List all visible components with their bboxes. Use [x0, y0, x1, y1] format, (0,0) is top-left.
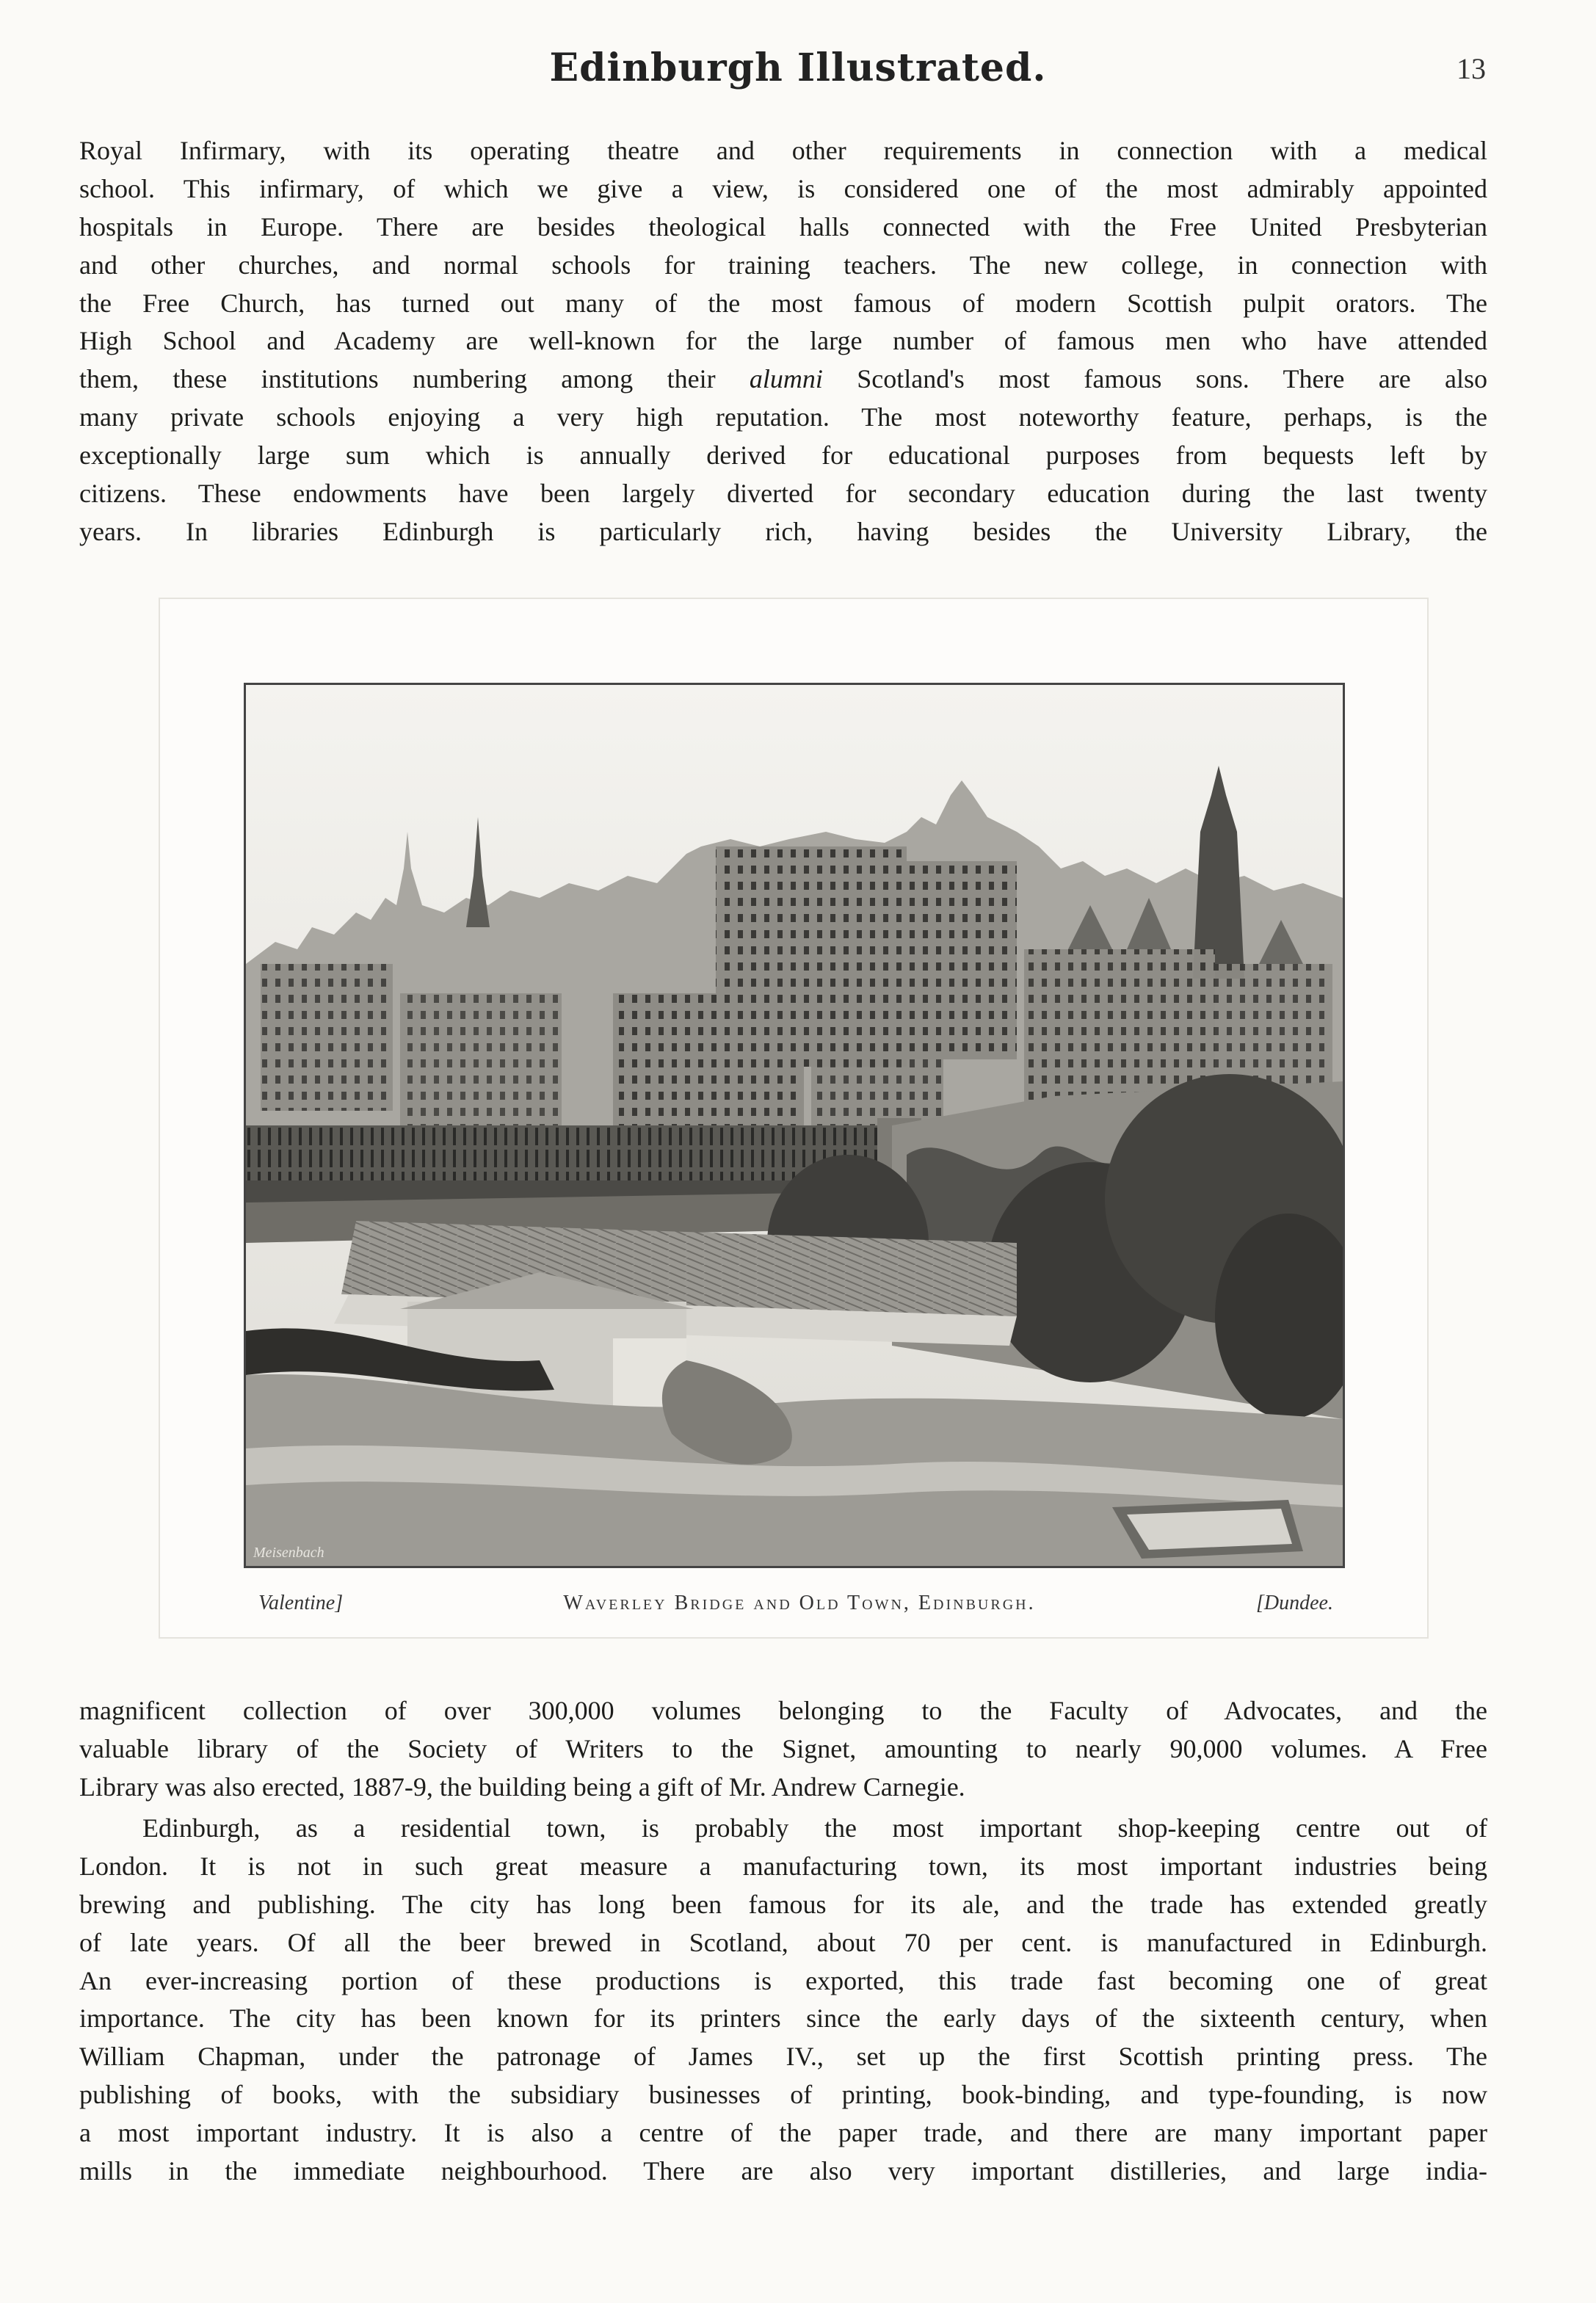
- text-line: London. It is not in such great measure a manufacturing town, its most important industries being: [79, 1851, 1487, 1881]
- text-line: valuable library of the Society of Writers to the Signet, amounting to nearly 90,000 volumes. A Free: [79, 1733, 1487, 1763]
- photo-credit-right: [Dundee.: [1256, 1592, 1333, 1614]
- text-line: the Free Church, has turned out many of the most famous of modern Scottish pulpit orators. The: [79, 288, 1487, 318]
- text-line: magnificent collection of over 300,000 volumes belonging to the Faculty of Advocates, and the: [79, 1696, 1487, 1725]
- text-line: many private schools enjoying a very high reputation. The most noteworthy feature, perhaps, is the: [79, 402, 1487, 432]
- body-paragraph-1: [79, 132, 1487, 551]
- italic-word: alumni: [749, 364, 823, 394]
- illustration-plate: [159, 598, 1429, 1639]
- text-line: exceptionally large sum which is annually derived for educational purposes from bequests left by: [79, 440, 1487, 471]
- text-line: a most important industry. It is also a centre of the paper trade, and there are many important paper: [79, 2118, 1487, 2148]
- text-line: mills in the immediate neighbourhood. There are also very important distilleries, and large india-: [79, 2156, 1487, 2186]
- text-line: publishing of books, with the subsidiary businesses of printing, book-binding, and type-founding, is now: [79, 2080, 1487, 2110]
- text-line: importance. The city has been known for its printers since the early days of the sixteenth century, when: [79, 2003, 1487, 2034]
- text-line: [79, 360, 1487, 399]
- body-paragraph-3: [79, 1810, 1487, 2191]
- text-line: school. This infirmary, of which we give a view, is considered one of the most admirably appointed: [79, 173, 1487, 203]
- text-segment: them, these institutions numbering among their: [79, 364, 750, 394]
- text-line: and other churches, and normal schools for training teachers. The new college, in connection with: [79, 250, 1487, 280]
- photo-credit-left: Valentine]: [258, 1592, 344, 1614]
- text-line: brewing and publishing. The city has long been famous for its ale, and the trade has extended greatly: [79, 1889, 1487, 1919]
- text-line: An ever-increasing portion of these productions is exported, this trade fast becoming one of great: [79, 1965, 1487, 1995]
- text-line: of late years. Of all the beer brewed in Scotland, about 70 per cent. is manufactured in Edinburgh.: [79, 1927, 1487, 1957]
- photo-drawing: [246, 685, 1343, 1566]
- page-number: 13: [1457, 52, 1486, 85]
- text-line: Royal Infirmary, with its operating theatre and other requirements in connection with a medical: [79, 136, 1487, 165]
- text-line: William Chapman, under the patronage of James IV., set up the first Scottish printing press. The: [79, 2042, 1487, 2072]
- text-line: citizens. These endowments have been largely diverted for secondary education during the last twenty: [79, 479, 1487, 509]
- plate-title: Waverley Bridge and Old Town, Edinburgh.: [563, 1592, 1036, 1614]
- text-line: hospitals in Europe. There are besides theological halls connected with the Free United Presbyterian: [79, 211, 1487, 242]
- text-line: Library was also erected, 1887-9, the building being a gift of Mr. Andrew Carnegie.: [79, 1771, 965, 1802]
- halftone-photograph: [244, 683, 1345, 1568]
- text-line: High School and Academy are well-known for the large number of famous men who have attended: [79, 326, 1487, 356]
- body-paragraph-2: [79, 1692, 1487, 1807]
- plate-caption: [258, 1592, 1341, 1621]
- running-title: Edinburgh Illustrated.: [549, 46, 1047, 90]
- running-head: [0, 46, 1596, 104]
- text-line: years. In libraries Edinburgh is particularly rich, having besides the University Library, the: [79, 516, 1487, 546]
- engraver-mark: Meisenbach: [253, 1545, 324, 1561]
- text-line: Edinburgh, as a residential town, is probably the most important shop-keeping centre out of: [142, 1813, 1487, 1843]
- text-segment: Scotland's most famous sons. There are also: [822, 364, 1487, 394]
